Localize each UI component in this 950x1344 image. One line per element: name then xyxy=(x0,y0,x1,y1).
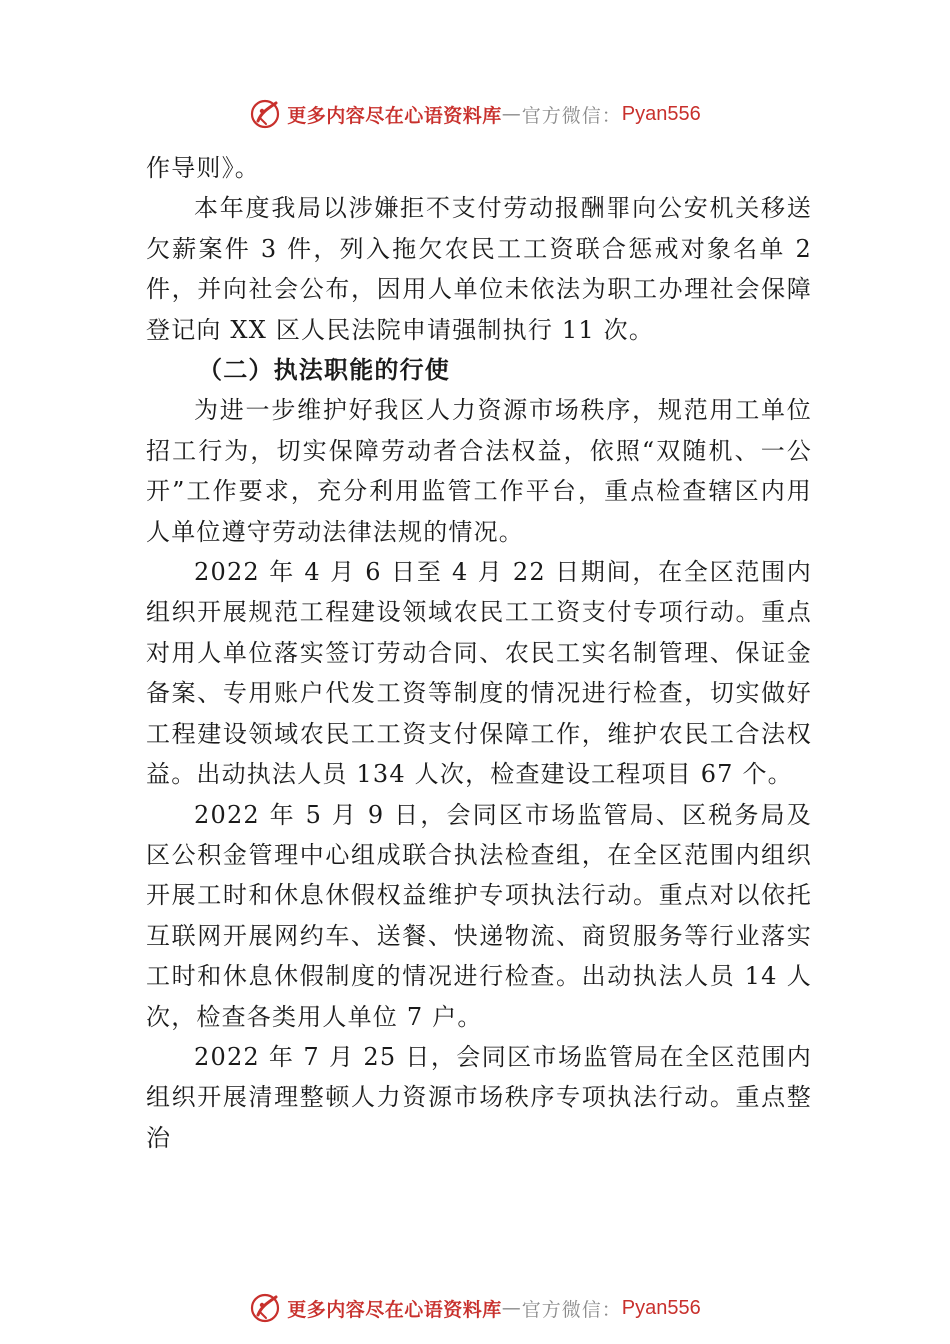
paragraph-enforcement-summary: 本年度我局以涉嫌拒不支付劳动报酬罪向公安机关移送欠薪案件 3 件，列入拖欠农民工工资联合惩戒对象名单 2 件，并向社会公布，因用人单位未依法为职工办理社会保障登记向 XX 区人民法院申请强制执行 11 次。 xyxy=(146,194,812,344)
document-body xyxy=(146,148,812,1158)
banner-wechat-label: 官方微信： xyxy=(521,1298,622,1321)
header-banner xyxy=(0,94,950,134)
paragraph-wage-payment-action: 2022 年 4 月 6 日至 4 月 22 日期间，在全区范围内组织开展规范工程建设领域农民工工资支付专项行动。重点对用人单位落实签订劳动合同、农民工实名制管理、保证金备案、专用账户代发工资等制度的情况进行检查，切实做好工程建设领域农民工工资支付保障工作，维护农民工合法权益。出动执法人员 134 人次，检查建设工程项目 67 个。 xyxy=(146,558,812,789)
paragraph-market-order: 为进一步维护好我区人力资源市场秩序，规范用工单位招工行为，切实保障劳动者合法权益，依照“双随机、一公开”工作要求，充分利用监管工作平台，重点检查辖区内用人单位遵守劳动法律法规的情况。 xyxy=(146,396,812,546)
banner-wechat-label: 官方微信： xyxy=(521,104,622,127)
pen-seal-logo-icon xyxy=(249,1291,283,1325)
footer-banner xyxy=(0,1288,950,1328)
banner-promo-text: 更多内容尽在心语资料库 xyxy=(287,104,502,127)
section-heading: （二）执法职能的行使 xyxy=(198,355,450,385)
paragraph-hr-market-action: 2022 年 7 月 25 日，会同区市场监管局在全区范围内组织开展清理整顿人力资源市场秩序专项执法行动。重点整治 xyxy=(146,1042,812,1152)
paragraph-working-hours-action: 2022 年 5 月 9 日，会同区市场监管局、区税务局及区公积金管理中心组成联合执法检查组，在全区范围内组织开展工时和休息休假权益维护专项执法行动。重点对以依托互联网开展网约车、送餐、快递物流、商贸服务等行业落实工时和休息休假制度的情况进行检查。出动执法人员 14 人次，检查各类用人单位 7 户。 xyxy=(146,800,812,1031)
banner-wechat-id: Pyan556 xyxy=(621,102,701,125)
pen-seal-logo-icon xyxy=(249,97,283,131)
paragraph-continuation: 作导则》。 xyxy=(146,154,260,182)
banner-dash: — xyxy=(501,1297,522,1319)
banner-dash: — xyxy=(501,103,522,125)
banner-promo-text: 更多内容尽在心语资料库 xyxy=(287,1298,502,1321)
banner-wechat-id: Pyan556 xyxy=(621,1296,701,1319)
